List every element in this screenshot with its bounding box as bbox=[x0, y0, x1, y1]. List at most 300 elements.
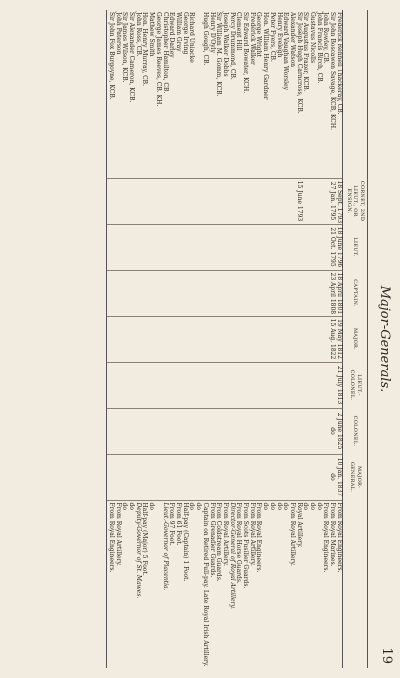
cell-cornet bbox=[141, 178, 148, 224]
cell-colonel bbox=[148, 408, 155, 454]
cell-lieut bbox=[208, 224, 215, 270]
table-row bbox=[315, 10, 322, 668]
cell-major-general bbox=[141, 454, 148, 500]
table-row bbox=[141, 10, 148, 668]
cell-major bbox=[194, 316, 201, 362]
cell-name: Hon. Henry Murray, CB. bbox=[141, 12, 149, 86]
cell-cornet bbox=[201, 178, 208, 224]
cell-cornet bbox=[208, 178, 215, 224]
cell-name: George Irving bbox=[181, 12, 189, 55]
lt-colonel-column-header: LIEUT.-COLONEL. bbox=[342, 362, 367, 408]
cell-captain bbox=[154, 270, 161, 316]
cell-major bbox=[174, 316, 181, 362]
cell-remarks: do bbox=[302, 500, 309, 668]
cell-major bbox=[322, 316, 329, 362]
cell-name: Hon. William Henry Gardner bbox=[262, 12, 270, 100]
cell-captain bbox=[181, 270, 188, 316]
cell-lt-colonel bbox=[215, 362, 222, 408]
cell-name: Hugh Gough, CB. bbox=[201, 12, 209, 66]
cell-lt-colonel bbox=[255, 362, 262, 408]
cell-major bbox=[295, 316, 302, 362]
cell-lt-colonel bbox=[261, 362, 268, 408]
table-header-row bbox=[342, 10, 367, 668]
cell-colonel: do bbox=[328, 408, 335, 454]
cell-captain bbox=[161, 270, 168, 316]
cell-major-general bbox=[308, 454, 315, 500]
cell-lt-colonel bbox=[181, 362, 188, 408]
cell-major-general bbox=[114, 454, 121, 500]
cell-major-general bbox=[107, 454, 114, 500]
cell-captain bbox=[261, 270, 268, 316]
cell-lt-colonel bbox=[268, 362, 275, 408]
cell-lieut bbox=[295, 224, 302, 270]
cell-colonel bbox=[208, 408, 215, 454]
cell-captain bbox=[168, 270, 175, 316]
cell-remarks: From Grenadier Guards. bbox=[208, 500, 215, 668]
cell-major-general bbox=[168, 454, 175, 500]
cell-name: Christopher Hamilton, CB. bbox=[161, 12, 169, 94]
cell-captain bbox=[148, 270, 155, 316]
cornet-column-header: CORNET, 2ND LIEUT., OR ENSIGN. bbox=[342, 178, 367, 224]
cell-major-general bbox=[127, 454, 134, 500]
cell-colonel bbox=[255, 408, 262, 454]
cell-major bbox=[188, 316, 195, 362]
cell-remarks bbox=[154, 500, 161, 668]
cell-remarks: From Royal Marines. bbox=[328, 500, 335, 668]
cell-lieut bbox=[181, 224, 188, 270]
cell-name: George Wright bbox=[255, 12, 263, 57]
cell-name bbox=[194, 10, 201, 178]
cell-major-general bbox=[181, 454, 188, 500]
cell-name: Sir William M. Gomm, KCB. bbox=[215, 12, 223, 97]
cell-major bbox=[208, 316, 215, 362]
cell-captain bbox=[282, 270, 289, 316]
cell-name: Sir Augustus Frazer, KCB. bbox=[302, 12, 310, 92]
cell-major-general bbox=[134, 454, 141, 500]
cell-remarks: do bbox=[261, 500, 268, 668]
cell-captain bbox=[235, 270, 242, 316]
cell-cornet bbox=[228, 178, 235, 224]
cell-remarks: From Royal Engineers. bbox=[335, 500, 342, 668]
table-row bbox=[322, 10, 329, 668]
cell-captain bbox=[308, 270, 315, 316]
name-column-header bbox=[342, 10, 367, 178]
cell-name: John Paterson bbox=[114, 12, 122, 55]
cell-colonel bbox=[121, 408, 128, 454]
cell-major bbox=[235, 316, 242, 362]
table-row bbox=[148, 10, 155, 668]
cell-captain bbox=[302, 270, 309, 316]
cell-remarks: do bbox=[148, 500, 155, 668]
cell-colonel bbox=[241, 408, 248, 454]
cell-colonel bbox=[295, 408, 302, 454]
cell-lieut: 18 June 1796 bbox=[335, 224, 342, 270]
table-row bbox=[114, 10, 121, 668]
cell-lieut bbox=[215, 224, 222, 270]
table-row bbox=[154, 10, 161, 668]
cell-cornet bbox=[268, 178, 275, 224]
cell-lieut bbox=[288, 224, 295, 270]
cell-major bbox=[221, 316, 228, 362]
cell-cornet bbox=[174, 178, 181, 224]
cell-cornet bbox=[188, 178, 195, 224]
cell-lt-colonel: 21 July 1813 bbox=[335, 362, 342, 408]
cell-cornet bbox=[302, 178, 309, 224]
cell-lt-colonel bbox=[141, 362, 148, 408]
cell-name: Percy Drummond, CB. bbox=[228, 12, 236, 80]
cell-remarks: From Royal Engineers. bbox=[322, 500, 329, 668]
major-column-header: MAJOR. bbox=[342, 316, 367, 362]
cell-cornet: 15 June 1793 bbox=[295, 178, 302, 224]
cell-name: Henry D'Oyly bbox=[208, 12, 216, 53]
cell-cornet bbox=[261, 178, 268, 224]
table-row bbox=[208, 10, 215, 668]
cell-colonel bbox=[268, 408, 275, 454]
cell-remarks: Royal Artillery. bbox=[295, 500, 302, 668]
table-row bbox=[282, 10, 289, 668]
cell-lt-colonel bbox=[275, 362, 282, 408]
cell-major bbox=[161, 316, 168, 362]
cell-lieut bbox=[302, 224, 309, 270]
cell-cornet bbox=[322, 178, 329, 224]
officers-table-body bbox=[107, 10, 343, 668]
cell-colonel bbox=[114, 408, 121, 454]
cell-major: 15 Aug. 1822 bbox=[328, 316, 335, 362]
cell-major bbox=[168, 316, 175, 362]
cell-lieut bbox=[154, 224, 161, 270]
table-row bbox=[302, 10, 309, 668]
cell-colonel bbox=[181, 408, 188, 454]
cell-colonel bbox=[235, 408, 242, 454]
table-row bbox=[168, 10, 175, 668]
cell-major-general bbox=[288, 454, 295, 500]
cell-remarks: do bbox=[194, 500, 201, 668]
cell-lieut bbox=[235, 224, 242, 270]
cell-lieut bbox=[248, 224, 255, 270]
cell-remarks: do bbox=[275, 500, 282, 668]
cell-lt-colonel bbox=[174, 362, 181, 408]
cell-lieut bbox=[194, 224, 201, 270]
cell-cornet bbox=[161, 178, 168, 224]
cell-remarks: Deputy-Governor of St. Mawes. bbox=[134, 500, 141, 668]
cell-lieut bbox=[141, 224, 148, 270]
cell-colonel bbox=[288, 408, 295, 454]
cell-captain bbox=[208, 270, 215, 316]
table-row bbox=[261, 10, 268, 668]
cell-remarks: do bbox=[121, 500, 128, 668]
cell-major bbox=[315, 316, 322, 362]
table-row bbox=[275, 10, 282, 668]
cell-lieut bbox=[121, 224, 128, 270]
cell-lt-colonel bbox=[241, 362, 248, 408]
cell-major bbox=[255, 316, 262, 362]
cell-lieut bbox=[107, 224, 114, 270]
cell-major-general bbox=[201, 454, 208, 500]
cell-lt-colonel bbox=[188, 362, 195, 408]
cell-major-general bbox=[154, 454, 161, 500]
remarks-column-header bbox=[342, 500, 367, 668]
cell-colonel bbox=[154, 408, 161, 454]
major-general-column-header: MAJOR-GENERAL. bbox=[342, 454, 367, 500]
cell-lt-colonel bbox=[208, 362, 215, 408]
cell-captain bbox=[288, 270, 295, 316]
cell-lieut bbox=[282, 224, 289, 270]
cell-lieut bbox=[268, 224, 275, 270]
cell-name: John Rowley, CB. bbox=[322, 12, 330, 64]
cell-captain bbox=[188, 270, 195, 316]
cell-remarks: From 97 Foot. bbox=[168, 500, 175, 668]
cell-name: Sir Alexander Cameron, KCB. bbox=[128, 12, 136, 103]
cell-remarks: From Royal Horse Guards. bbox=[235, 500, 242, 668]
cell-major-general bbox=[188, 454, 195, 500]
cell-colonel bbox=[221, 408, 228, 454]
cell-colonel bbox=[168, 408, 175, 454]
cell-remarks: From Royal Artillery. bbox=[221, 500, 228, 668]
cell-colonel: 2 June 1825 bbox=[335, 408, 342, 454]
cell-cornet bbox=[315, 178, 322, 224]
cell-lt-colonel bbox=[328, 362, 335, 408]
cell-remarks: Director-General of Royal Artillery. bbox=[228, 500, 235, 668]
cell-major-general bbox=[275, 454, 282, 500]
officers-table bbox=[106, 10, 368, 668]
cell-cornet bbox=[248, 178, 255, 224]
cell-lt-colonel bbox=[308, 362, 315, 408]
table-row bbox=[308, 10, 315, 668]
cell-major bbox=[141, 316, 148, 362]
cell-name: Frederick Rennell Thackeray, CB. bbox=[335, 12, 343, 115]
cell-remarks: From Royal Artillery. bbox=[114, 500, 121, 668]
cell-remarks: Captain on Retired Full-pay. Late Royal Irish Artillery. bbox=[201, 500, 208, 668]
cell-captain bbox=[174, 270, 181, 316]
cell-captain bbox=[194, 270, 201, 316]
cell-colonel bbox=[282, 408, 289, 454]
cell-cornet bbox=[181, 178, 188, 224]
cell-name: Gustavus Nicolls bbox=[309, 12, 317, 64]
cell-name: Edward Darley bbox=[168, 12, 176, 58]
cell-colonel bbox=[308, 408, 315, 454]
cell-lieut bbox=[114, 224, 121, 270]
cell-captain bbox=[107, 270, 114, 316]
cell-major bbox=[302, 316, 309, 362]
cell-major bbox=[241, 316, 248, 362]
cell-lieut bbox=[308, 224, 315, 270]
cell-major-general bbox=[295, 454, 302, 500]
cell-remarks: From Royal Engineers. bbox=[255, 500, 262, 668]
cell-major-general bbox=[174, 454, 181, 500]
cell-name: Mathew Smith bbox=[148, 12, 156, 57]
cell-lt-colonel bbox=[221, 362, 228, 408]
cell-lt-colonel bbox=[168, 362, 175, 408]
cell-name: Henry Evelegh bbox=[275, 12, 283, 58]
cell-lt-colonel bbox=[154, 362, 161, 408]
cell-remarks: Half-pay (Captain) 1 Foot. bbox=[181, 500, 188, 668]
cell-cornet bbox=[235, 178, 242, 224]
cell-lieut bbox=[322, 224, 329, 270]
cell-name: Sir Joseph Hugh Carncross, KCB. bbox=[295, 12, 303, 114]
cell-remarks: From Coldstream Guards. bbox=[215, 500, 222, 668]
cell-colonel bbox=[315, 408, 322, 454]
cell-colonel bbox=[194, 408, 201, 454]
cell-cornet: 27 Jan. 1795 bbox=[328, 178, 335, 224]
cell-lt-colonel bbox=[315, 362, 322, 408]
cell-colonel bbox=[261, 408, 268, 454]
cell-lieut bbox=[315, 224, 322, 270]
table-row bbox=[241, 10, 248, 668]
cell-major bbox=[201, 316, 208, 362]
table-row bbox=[288, 10, 295, 668]
table-row bbox=[235, 10, 242, 668]
cell-captain bbox=[268, 270, 275, 316]
cell-name: Alexander Watson bbox=[288, 12, 296, 67]
cell-name: John Francis Birch, CB. bbox=[315, 12, 323, 84]
cell-major bbox=[275, 316, 282, 362]
cell-cornet: 18 Sept. 1793 bbox=[335, 178, 342, 224]
cell-captain bbox=[275, 270, 282, 316]
table-row bbox=[228, 10, 235, 668]
cell-colonel bbox=[275, 408, 282, 454]
cell-name: Richard Uniacke bbox=[188, 12, 196, 63]
cell-major bbox=[148, 316, 155, 362]
cell-major bbox=[282, 316, 289, 362]
cell-cornet bbox=[255, 178, 262, 224]
cell-major bbox=[134, 316, 141, 362]
table-row bbox=[107, 10, 114, 668]
cell-name: George James Reeves, CB. KH. bbox=[154, 12, 162, 107]
cell-lieut bbox=[134, 224, 141, 270]
cell-major bbox=[127, 316, 134, 362]
cell-name: Frederick Walker bbox=[248, 12, 256, 65]
cell-major-general bbox=[241, 454, 248, 500]
cell-major bbox=[268, 316, 275, 362]
table-row bbox=[215, 10, 222, 668]
cell-captain bbox=[221, 270, 228, 316]
cell-major-general bbox=[315, 454, 322, 500]
cell-lieut bbox=[174, 224, 181, 270]
cell-captain: 18 April 1801 bbox=[335, 270, 342, 316]
cell-lieut bbox=[168, 224, 175, 270]
cell-lieut bbox=[127, 224, 134, 270]
cell-captain bbox=[215, 270, 222, 316]
cell-name: Peter Fyers, CB. bbox=[268, 12, 276, 62]
cell-colonel bbox=[174, 408, 181, 454]
cell-colonel bbox=[107, 408, 114, 454]
lieut-column-header: LIEUT. bbox=[342, 224, 367, 270]
table-row bbox=[161, 10, 168, 668]
cell-major bbox=[107, 316, 114, 362]
cell-captain bbox=[322, 270, 329, 316]
cell-cornet bbox=[275, 178, 282, 224]
cell-major-general bbox=[268, 454, 275, 500]
cell-major-general bbox=[322, 454, 329, 500]
cell-colonel bbox=[228, 408, 235, 454]
table-row bbox=[134, 10, 141, 668]
cell-lieut bbox=[161, 224, 168, 270]
table-row bbox=[268, 10, 275, 668]
table-row bbox=[248, 10, 255, 668]
cell-lt-colonel bbox=[302, 362, 309, 408]
cell-major bbox=[154, 316, 161, 362]
cell-lieut bbox=[241, 224, 248, 270]
cell-lt-colonel bbox=[194, 362, 201, 408]
cell-name: Clement Hill bbox=[235, 12, 243, 51]
cell-cornet bbox=[282, 178, 289, 224]
cell-lieut: 21 Oct. 1795 bbox=[328, 224, 335, 270]
cell-major-general: 10 Jan. 1837 bbox=[335, 454, 342, 500]
cell-name: William Gray bbox=[175, 12, 183, 52]
cell-name: Sir James Wilson, KCB. bbox=[121, 12, 129, 83]
cell-major-general bbox=[148, 454, 155, 500]
cell-cornet bbox=[114, 178, 121, 224]
cell-major-general bbox=[302, 454, 309, 500]
cell-colonel bbox=[215, 408, 222, 454]
cell-name: Sir John Fox Burgoyne, KCB. bbox=[107, 10, 114, 178]
table-row bbox=[255, 10, 262, 668]
cell-major-general bbox=[255, 454, 262, 500]
cell-captain bbox=[248, 270, 255, 316]
table-row bbox=[188, 10, 195, 668]
cell-major-general bbox=[282, 454, 289, 500]
cell-remarks: do bbox=[268, 500, 275, 668]
cell-lieut bbox=[275, 224, 282, 270]
cell-lt-colonel bbox=[127, 362, 134, 408]
table-row bbox=[127, 10, 134, 668]
cell-captain bbox=[241, 270, 248, 316]
cell-lieut bbox=[148, 224, 155, 270]
cell-major bbox=[215, 316, 222, 362]
cell-colonel bbox=[127, 408, 134, 454]
cell-major: 19 May 1812 bbox=[335, 316, 342, 362]
cell-remarks: From Scots Fusilier Guards. bbox=[241, 500, 248, 668]
table-row bbox=[194, 10, 201, 668]
cell-lt-colonel bbox=[161, 362, 168, 408]
cell-major-general bbox=[121, 454, 128, 500]
cell-cornet bbox=[154, 178, 161, 224]
cell-cornet bbox=[107, 178, 114, 224]
cell-cornet bbox=[241, 178, 248, 224]
cell-major-general bbox=[194, 454, 201, 500]
cell-colonel bbox=[248, 408, 255, 454]
captain-column-header: CAPTAIN. bbox=[342, 270, 367, 316]
cell-major-general bbox=[208, 454, 215, 500]
cell-major bbox=[121, 316, 128, 362]
cell-cornet bbox=[121, 178, 128, 224]
cell-captain bbox=[228, 270, 235, 316]
cell-captain bbox=[127, 270, 134, 316]
cell-lt-colonel bbox=[288, 362, 295, 408]
cell-remarks: From Royal Artillery. bbox=[288, 500, 295, 668]
cell-lt-colonel bbox=[114, 362, 121, 408]
cell-major bbox=[248, 316, 255, 362]
cell-remarks: From Royal Artillery. bbox=[248, 500, 255, 668]
cell-name: Sir Edward Bowater, KCH. bbox=[242, 12, 250, 94]
table-row bbox=[181, 10, 188, 668]
cell-lieut bbox=[221, 224, 228, 270]
cell-captain bbox=[121, 270, 128, 316]
cell-lt-colonel bbox=[228, 362, 235, 408]
cell-lt-colonel bbox=[134, 362, 141, 408]
cell-colonel bbox=[141, 408, 148, 454]
cell-remarks: do bbox=[188, 500, 195, 668]
table-row bbox=[201, 10, 208, 668]
cell-lieut bbox=[188, 224, 195, 270]
cell-major-general bbox=[228, 454, 235, 500]
cell-remarks: From Royal Engineers. bbox=[107, 500, 114, 668]
cell-lieut bbox=[261, 224, 268, 270]
cell-lieut bbox=[201, 224, 208, 270]
table-row bbox=[221, 10, 228, 668]
cell-cornet bbox=[221, 178, 228, 224]
cell-major-general bbox=[215, 454, 222, 500]
